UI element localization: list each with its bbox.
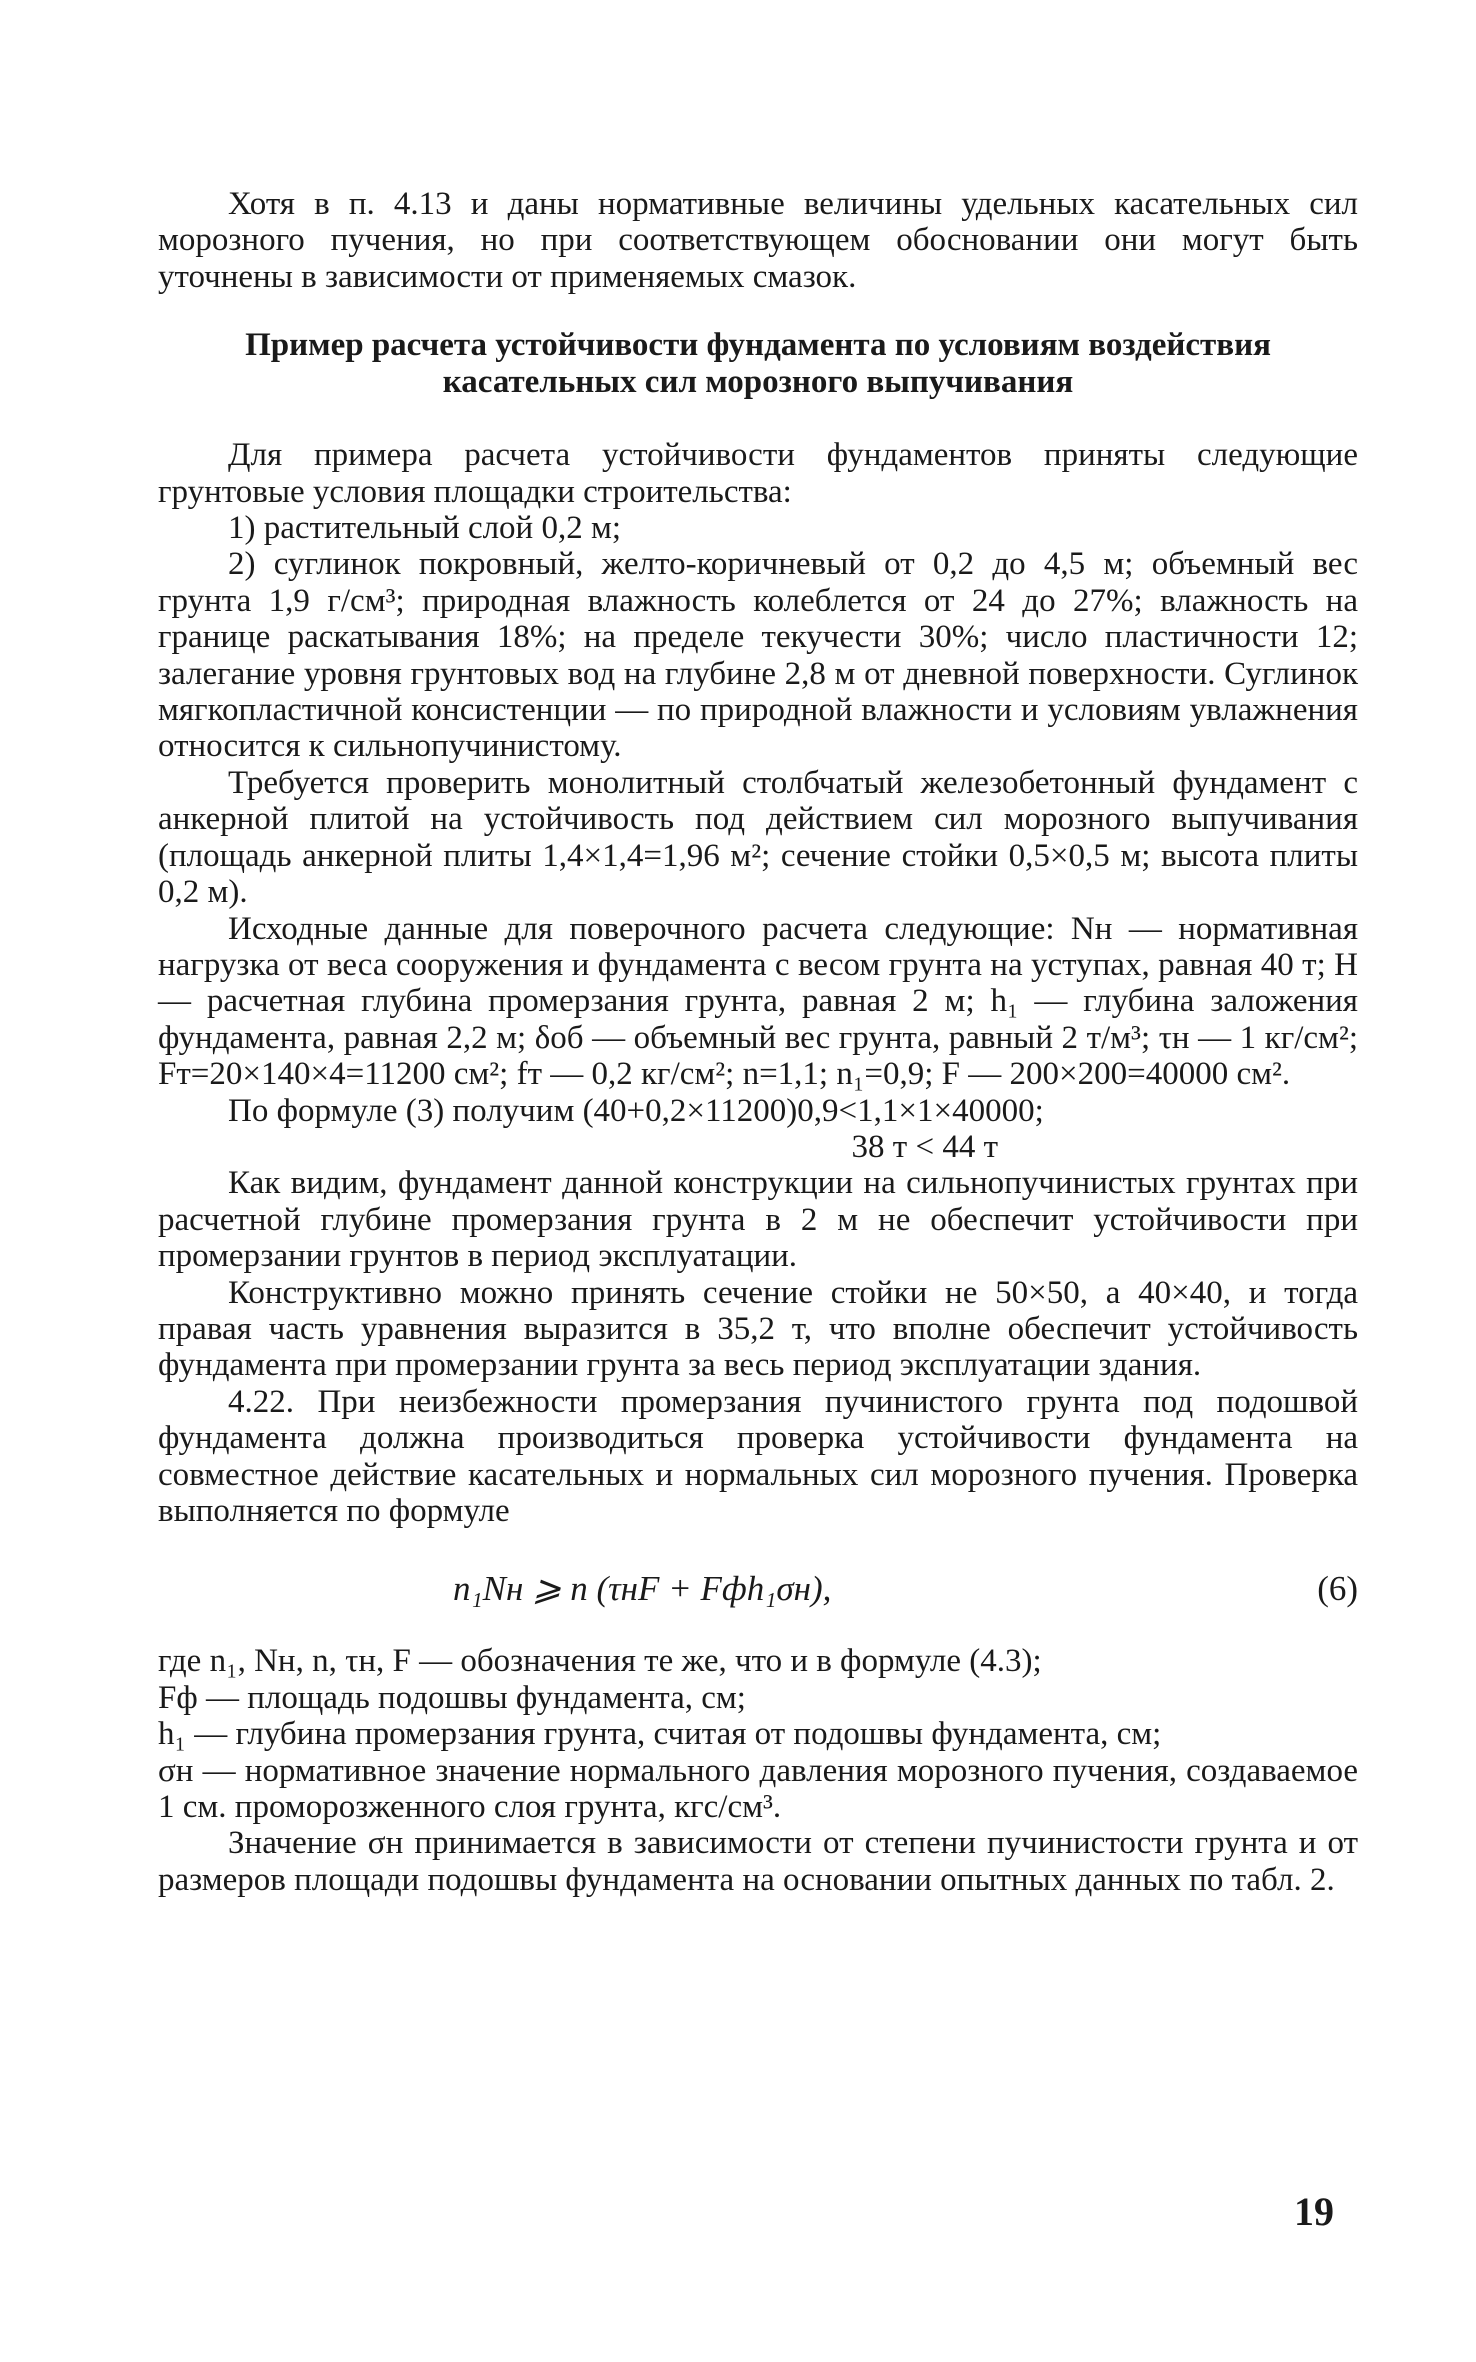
intro-paragraph: Хотя в п. 4.13 и даны нормативные величины удельных касательных сил морозного пучения, но при соответствующем обосновании они могут быть уточнены в зависимости от применяемых смазок. [158, 186, 1358, 295]
equation-number: (6) [1317, 1569, 1358, 1609]
definition-4: σн — нормативное значение нормального давления морозного пучения, создаваемое 1 см. проморозженного слоя грунта, кгс/см³. [158, 1752, 1358, 1826]
final-paragraph: Значение σн принимается в зависимости от степени пучинистости грунта и от размеров площади подошвы фундамента на основании опытных данных по табл. 2. [158, 1825, 1358, 1898]
equation-row [158, 1565, 1358, 1613]
section-4-22-paragraph: 4.22. При неизбежности промерзания пучинистого грунта под подошвой фундамента должна производиться проверка устойчивости фундамента на совместное действие касательных и нормальных сил морозного пучения. Проверка выполняется по формуле [158, 1383, 1358, 1529]
formula-paragraph: По формуле (3) получим (40+0,2×11200)0,9<1,1×1×40000; [228, 1092, 1044, 1129]
definition-2: Fф — площадь подошвы фундамента, см; [158, 1679, 746, 1716]
definition-1: где n₁, Nн, n, τн, F — обозначения те же, что и в формуле (4.3); [158, 1643, 1042, 1680]
section-heading: Пример расчета устойчивости фундамента по условиям воздействия касательных сил морозного выпучивания [245, 327, 1271, 401]
example-paragraph: Для примера расчета устойчивости фундаментов приняты следующие грунтовые условия площадки строительства: [158, 437, 1358, 510]
input-data-paragraph: Исходные данные для поверочного расчета следующие: Nн — нормативная нагрузка от веса сооружения и фундамента с весом грунта на уступах, равная 40 т; H — расчетная глубина промерзания грунта, равная 2 м; h₁ — глубина заложения фундамента, равная 2,2 м; δоб — объемный вес грунта, равный 2 т/м³; τн — 1 кг/см²; Fт=20×140×4=11200 см²; fт — 0,2 кг/см²; n=1,1; n₁=0,9; F — 200×200=40000 см². [158, 910, 1358, 1093]
requirement-paragraph: Требуется проверить монолитный столбчатый железобетонный фундамент с анкерной плитой на устойчивость под действием сил морозного выпучивания (площадь анкерной плиты 1,4×1,4=1,96 м²; сечение стойки 0,5×0,5 м; высота плиты 0,2 м). [158, 764, 1358, 911]
constructive-paragraph: Конструктивно можно принять сечение стойки не 50×50, а 40×40, и тогда правая часть уравнения выразится в 35,2 т, что вполне обеспечит устойчивость фундамента при промерзании грунта за весь период эксплуатации здания. [158, 1274, 1358, 1384]
formula-result: 38 т < 44 т [851, 1128, 998, 1165]
page-number: 19 [1294, 2189, 1334, 2234]
list-item-2: 2) суглинок покровный, желто-коричневый от 0,2 до 4,5 м; объемный вес грунта 1,9 г/см³; природная влажность колеблется от 24 до 27%; влажность на границе раскатывания 18%; на пределе текучести 30%; число пластичности 12; залегание уровня грунтовых вод на глубине 2,8 м от дневной поверхности. Суглинок мягкопластичной консистенции — по природной влажности и условиям увлажнения относится к сильнопучинистому. [158, 546, 1358, 765]
text-column [158, 186, 1358, 1898]
conclusion-paragraph: Как видим, фундамент данной конструкции на сильнопучинистых грунтах при расчетной глубине промерзания грунта в 2 м не обеспечит устойчивости при промерзании грунтов в период эксплуатации. [158, 1165, 1358, 1275]
definition-3: h₁ — глубина промерзания грунта, считая от подошвы фундамента, см; [158, 1716, 1162, 1753]
equation: n₁Nн ⩾ n (τнF + Fфh₁σн), [453, 1569, 832, 1609]
list-item-1: 1) растительный слой 0,2 м; [228, 510, 622, 547]
